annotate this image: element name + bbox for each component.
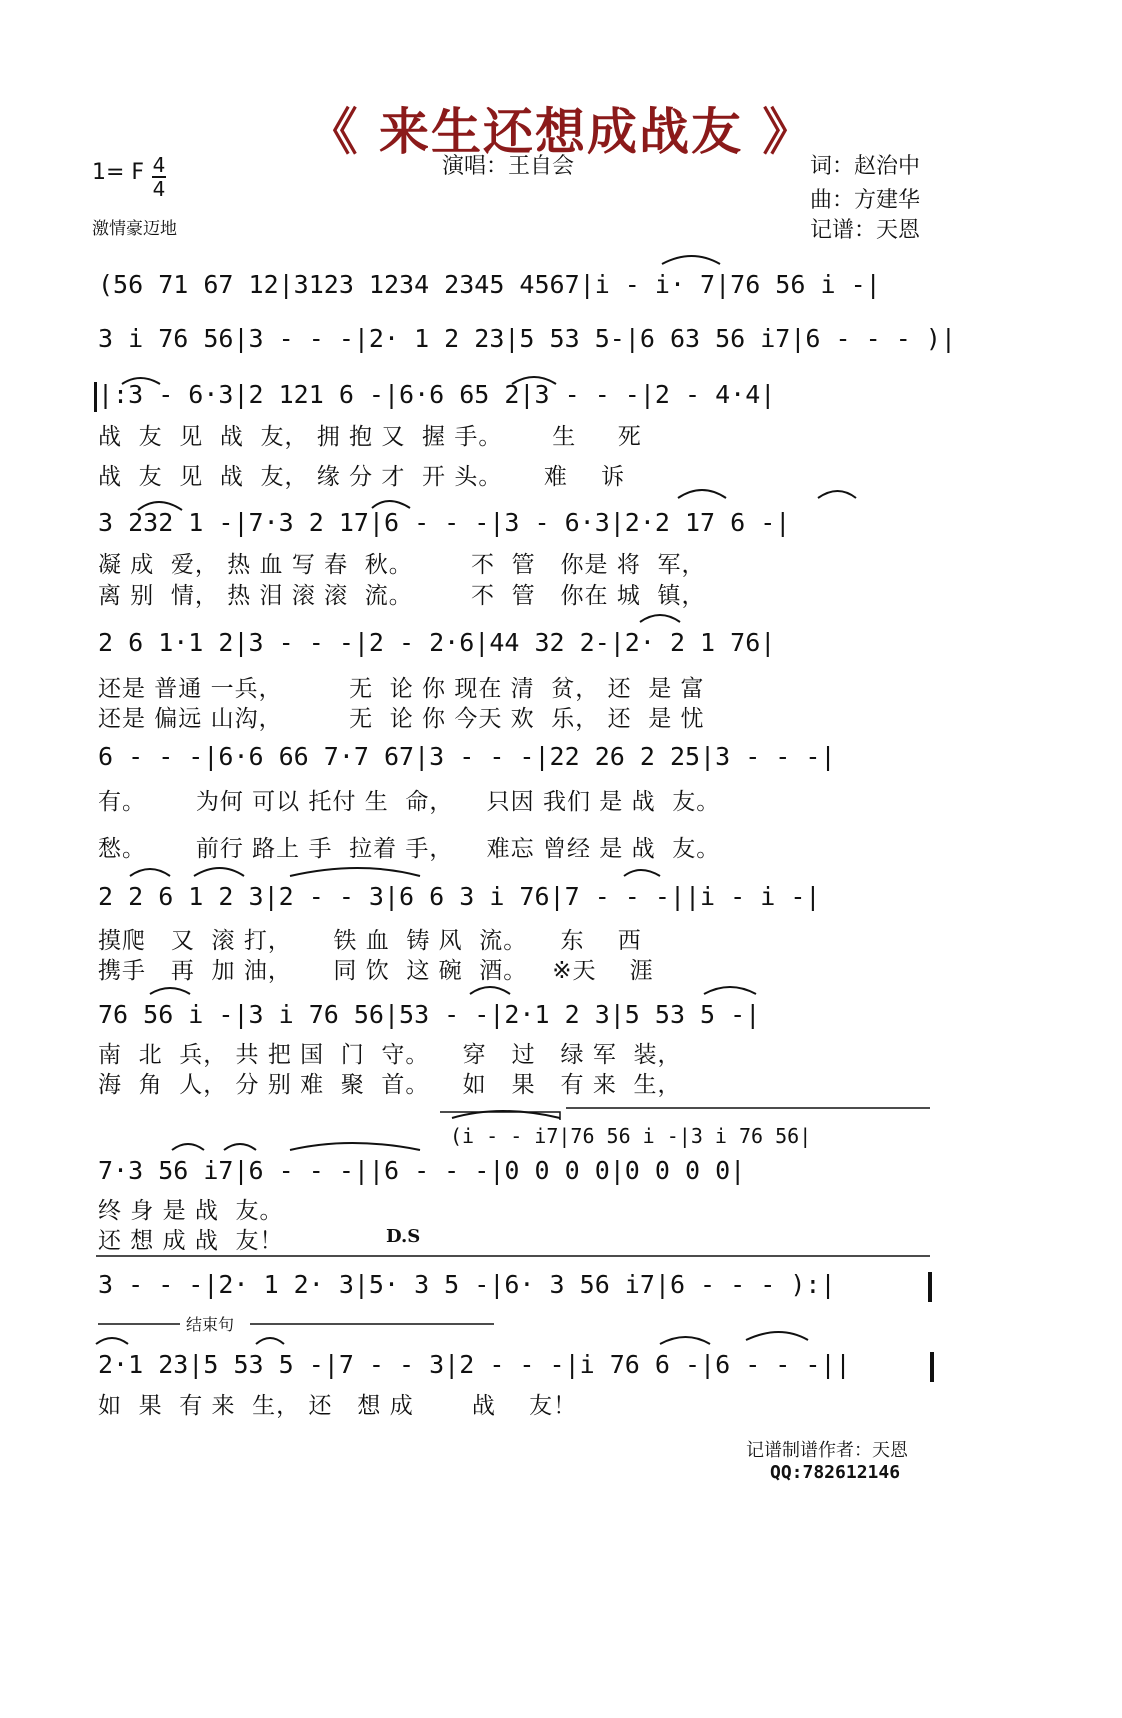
key-signature: 1= F [92, 160, 145, 185]
time-denominator: 4 [152, 177, 166, 201]
lyric-line-9-verse-1: 终 身 是 战 友。 [98, 1198, 284, 1224]
tie-arc [746, 1332, 808, 1340]
lyric-line-6-verse-1: 有。 为何 可以 托付 生 命， 只因 我们 是 战 友。 [98, 789, 721, 815]
tempo-marking: 激情豪迈地 [92, 219, 177, 239]
singer-credit: 演唱：王自会 [442, 154, 575, 179]
lyric-line-6-verse-2: 愁。 前行 路上 手 拉着 手， 难忘 曾经 是 战 友。 [98, 836, 721, 862]
tie-arc [290, 868, 420, 876]
credit-author: 记谱制谱作者：天恩 [746, 1440, 908, 1461]
notation-line-3: |:3 - 6·3|2 121 6 -|6·6 65 2|3 - - -|2 - 4·4| [98, 380, 776, 409]
transcriber-credit: 记谱：天恩 [810, 218, 921, 243]
lyric-line-4-verse-1: 凝 成 爱， 热 血 写 春 秋。 不 管 你是 将 军， [98, 552, 706, 578]
lyricist-credit: 词：赵治中 [810, 154, 921, 179]
ending-label: 结束句 [186, 1315, 235, 1334]
lyric-line-3-verse-2: 战 友 见 战 友， 缘 分 才 开 头。 难 诉 [98, 464, 626, 490]
tie-arc [678, 490, 726, 498]
notation-line-1: (56 71 67 12|3123 1234 2345 4567|i - i· 7|76 56 i -| [98, 270, 881, 299]
time-signature [152, 154, 166, 200]
notation-line-9-upper: (i - - i7|76 56 i -|3 i 76 56| [450, 1124, 812, 1148]
tie-arc [256, 1338, 284, 1344]
tie-arc [640, 615, 680, 622]
lyric-line-7-verse-2: 携手 再 加 油， 同 饮 这 碗 酒。 ※天 涯 [98, 958, 654, 984]
tie-arc [224, 1144, 256, 1150]
notation-line-2: 3 i 76 56|3 - - -|2· 1 2 23|5 53 5-|6 63 56 i7|6 - - - )| [98, 324, 956, 353]
composer-credit: 曲：方建华 [810, 188, 921, 213]
dal-segno-mark: D.S [386, 1226, 421, 1247]
lyric-line-3-verse-1: 战 友 见 战 友， 拥 抱 又 握 手。 生 死 [98, 424, 642, 450]
volta-bracket [440, 1112, 560, 1120]
tie-arc [470, 987, 510, 994]
notation-line-11: 2·1 23|5 53 5 -|7 - - 3|2 - - -|i 76 6 -|6 - - -|| [98, 1350, 851, 1379]
lyric-line-11: 如 果 有 来 生， 还 想 成 战 友！ [98, 1393, 578, 1419]
song-title: 《 来生还想成战友 》 [307, 103, 815, 161]
tie-arc [662, 256, 720, 264]
repeat-start-barline [94, 382, 97, 412]
notation-line-6: 6 - - -|6·6 66 7·7 67|3 - - -|22 26 2 25|3 - - -| [98, 742, 836, 771]
credit-qq: QQ:782612146 [770, 1462, 901, 1483]
lyric-line-5-verse-2: 还是 偏远 山沟， 无 论 你 今天 欢 乐， 还 是 忧 [98, 706, 705, 732]
notation-line-4: 3 232 1 -|7·3 2 17|6 - - -|3 - 6·3|2·2 17 6 -| [98, 508, 791, 537]
tie-arc [194, 868, 244, 876]
lyric-line-8-verse-2: 海 角 人， 分 别 难 聚 首。 如 果 有 来 生， [98, 1072, 682, 1098]
tie-arc [624, 870, 660, 876]
tie-arc [172, 1144, 204, 1150]
notation-line-9: 7·3 56 i7|6 - - -||6 - - -|0 0 0 0|0 0 0 0| [98, 1156, 746, 1185]
notation-line-10: 3 - - -|2· 1 2· 3|5· 3 5 -|6· 3 56 i7|6 - - - ):| [98, 1270, 836, 1299]
lyric-line-9-verse-2: 还 想 成 战 友！ [98, 1228, 284, 1254]
tie-arc [704, 987, 756, 994]
lyric-line-8-verse-1: 南 北 兵， 共 把 国 门 守。 穿 过 绿 军 装， [98, 1042, 682, 1068]
tie-arc [150, 988, 190, 994]
tie-arc [452, 1111, 560, 1118]
tie-arc [372, 501, 410, 508]
tie-arc [660, 1337, 710, 1344]
tie-arc [818, 491, 856, 498]
notation-line-8: 76 56 i -|3 i 76 56|53 - -|2·1 2 3|5 53 5 -| [98, 1000, 761, 1029]
lyric-line-4-verse-2: 离 别 情， 热 泪 滚 滚 流。 不 管 你在 城 镇， [98, 583, 706, 609]
time-numerator: 4 [152, 153, 166, 177]
notation-line-5: 2 6 1·1 2|3 - - -|2 - 2·6|44 32 2-|2· 2 1 76| [98, 628, 776, 657]
lyric-line-5-verse-1: 还是 普通 一兵， 无 论 你 现在 清 贫， 还 是 富 [98, 676, 705, 702]
tie-arc [290, 1143, 420, 1150]
tie-arc [96, 1338, 128, 1344]
notation-line-7: 2 2 6 1 2 3|2 - - 3|6 6 3 i 76|7 - - -||i - i -| [98, 882, 821, 911]
lyric-line-7-verse-1: 摸爬 又 滚 打， 铁 血 铸 风 流。 东 西 [98, 928, 642, 954]
tie-arc [130, 869, 170, 876]
